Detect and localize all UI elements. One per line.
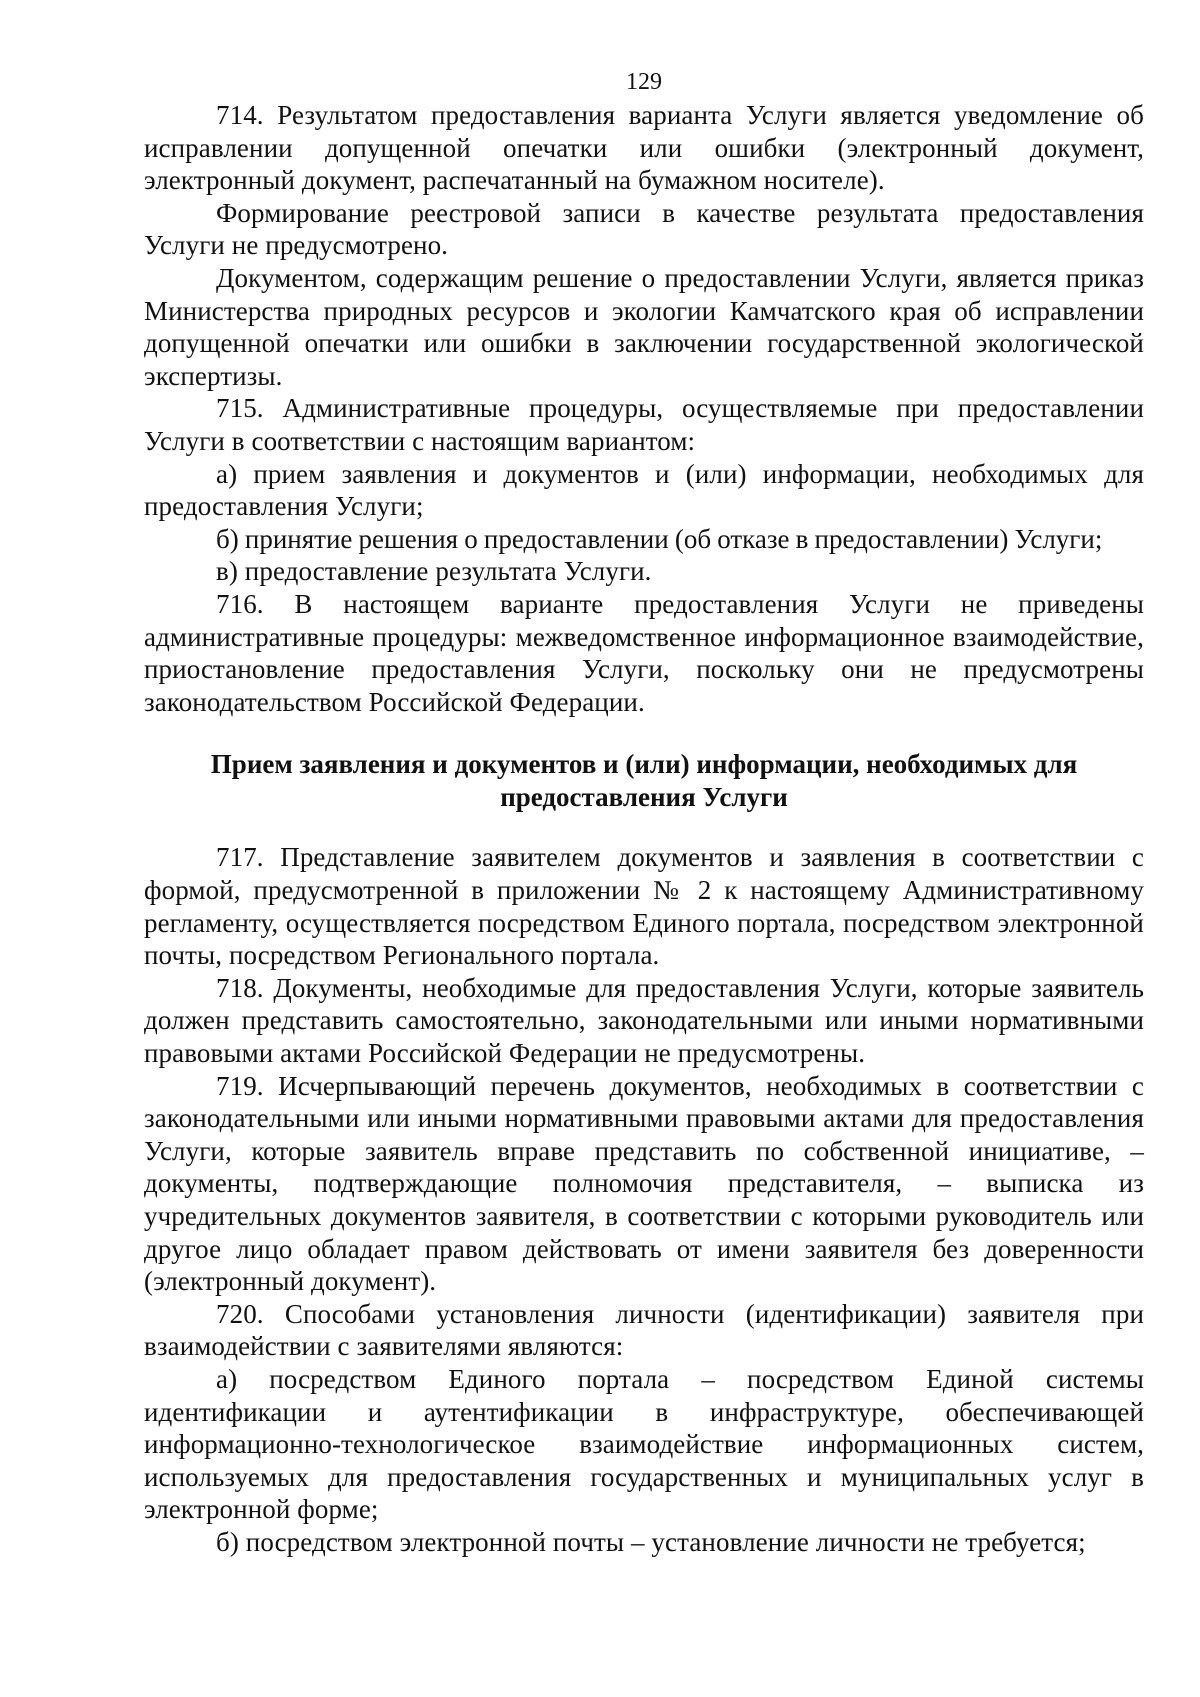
list-item-715-a: а) прием заявления и документов и (или) информации, необходимых для предоставления Услуги; <box>144 458 1144 522</box>
page-number: 129 <box>626 69 662 95</box>
paragraph-716: 716. В настоящем варианте предоставления Услуги не приведены административные процедуры: межведомственное информационное взаимодействие, приостановление предоставления Услуги, поскольку они не предусмотрены законодательством Российской Федерации. <box>144 588 1144 717</box>
section-heading: Прием заявления и документов и (или) информации, необходимых для предоставления Услуги <box>210 749 1078 812</box>
list-item-715-c: в) предоставление результата Услуги. <box>216 556 652 587</box>
document-page <box>144 66 1144 1559</box>
paragraph-717: 717. Представление заявителем документов и заявления в соответствии с формой, предусмотренной в приложении № 2 к настоящему Административному регламенту, осуществляется посредством Единого портала, посредством электронной почты, посредством Регионального портала. <box>144 842 1144 971</box>
list-item-720-b: б) посредством электронной почты – установление личности не требуется; <box>216 1526 1086 1557</box>
list-item-715-b: б) принятие решения о предоставлении (об отказе в предоставлении) Услуги; <box>216 523 1103 554</box>
paragraph-719: 719. Исчерпывающий перечень документов, необходимых в соответствии с законодательными или иными нормативными правовыми актами для предоставления Услуги, которые заявитель вправе представить по собственной инициативе, – документы, подтверждающие полномочия представителя, – выписка из учредительных документов заявителя, в соответствии с которыми руководитель или другое лицо обладает правом действовать от имени заявителя без доверенности (электронный документ). <box>144 1070 1144 1297</box>
paragraph-registry-record: Формирование реестровой записи в качестве результата предоставления Услуги не предусмотрено. <box>144 197 1144 261</box>
paragraph-720: 720. Способами установления личности (идентификации) заявителя при взаимодействии с заявителями являются: <box>144 1298 1144 1362</box>
paragraph-714: 714. Результатом предоставления варианта Услуги является уведомление об исправлении допущенной опечатки или ошибки (электронный документ, электронный документ, распечатанный на бумажном носителе). <box>144 100 1144 196</box>
paragraph-718: 718. Документы, необходимые для предоставления Услуги, которые заявитель должен представить самостоятельно, законодательными или иными нормативными правовыми актами Российской Федерации не предусмотрены. <box>144 972 1144 1069</box>
paragraph-decision-document: Документом, содержащим решение о предоставлении Услуги, является приказ Министерства природных ресурсов и экологии Камчатского края об исправлении допущенной опечатки или ошибки в заключении государственной экологической экспертизы. <box>144 262 1144 391</box>
list-item-720-a: а) посредством Единого портала – посредством Единой системы идентификации и аутентификации в инфраструктуре, обеспечивающей информационно-технологическое взаимодействие информационных систем, используемых для предоставления государственных и муниципальных услуг в электронной форме; <box>144 1363 1144 1525</box>
paragraph-715: 715. Административные процедуры, осуществляемые при предоставлении Услуги в соответствии с настоящим вариантом: <box>144 393 1144 456</box>
